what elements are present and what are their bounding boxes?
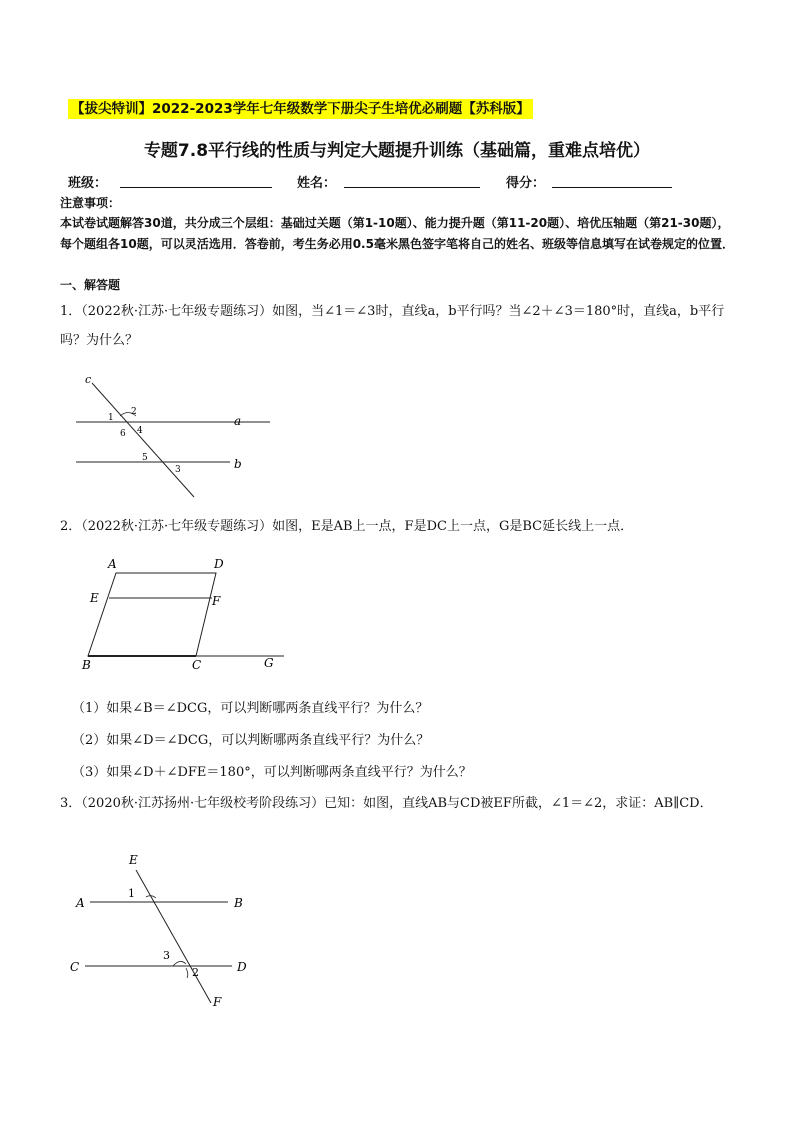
series-banner: 【拔尖特训】2022-2023学年七年级数学下册尖子生培优必刷题【苏科版】: [68, 99, 533, 119]
figure-3: [68, 850, 268, 1015]
label-B: B: [82, 658, 91, 672]
name-blank: [344, 187, 480, 188]
notice-body: 本试卷试题解答30道，共分成三个层组：基础过关题（第1-10题）、能力提升题（第11-20题）、培优压轴题（第21-30题），每个题组各10题，可以灵活选用．答卷前，考生务必用0.5毫米黑色签字笔将自己的姓名、班级等信息填写在试卷规定的位置．: [60, 216, 734, 251]
label-angle-2: 2: [192, 966, 199, 979]
label-F3: F: [213, 995, 222, 1009]
notice-heading: 注意事项：: [60, 196, 121, 210]
label-F: F: [212, 594, 221, 608]
label-D3: D: [237, 960, 247, 974]
label-B3: B: [234, 896, 243, 910]
question-2-part-2: （2）如果∠D＝∠DCG，可以判断哪两条直线平行？为什么？: [72, 733, 430, 748]
question-1: 1．（2022秋·江苏·七年级专题练习）如图，当∠1＝∠3时，直线a，b平行吗？当∠2＋∠3＝180°时，直线a，b平行吗？为什么？: [60, 304, 725, 348]
label-angle-1: 1: [128, 887, 135, 900]
question-2: 2．（2022秋·江苏·七年级专题练习）如图，E是AB上一点，F是DC上一点，G是BC延长线上一点．: [60, 519, 634, 534]
label-angle-3: 3: [163, 949, 170, 962]
label-C: C: [192, 658, 202, 672]
label-a: a: [234, 414, 242, 428]
label-4: 4: [137, 426, 143, 436]
figure-2: [76, 555, 291, 673]
label-E3: E: [129, 853, 138, 867]
name-label: 姓名：: [297, 176, 337, 191]
page-title: 专题7.8平行线的性质与判定大题提升训练（基础篇，重难点培优）: [143, 141, 651, 161]
label-5: 5: [142, 453, 148, 463]
question-2-part-3: （3）如果∠D＋∠DFE＝180°，可以判断哪两条直线平行？为什么？: [72, 765, 472, 780]
label-E: E: [90, 591, 99, 605]
label-6: 6: [120, 429, 126, 439]
label-A: A: [108, 557, 117, 571]
score-label: 得分：: [506, 176, 546, 191]
label-A3: A: [76, 896, 85, 910]
label-3: 3: [175, 465, 181, 475]
label-D: D: [214, 557, 224, 571]
question-2-part-1: （1）如果∠B＝∠DCG，可以判断哪两条直线平行？为什么？: [72, 701, 429, 716]
figure-1-line-labels: [230, 410, 260, 474]
class-label: 班级：: [68, 176, 108, 191]
class-blank: [120, 187, 272, 188]
section-heading: 一、解答题: [60, 278, 121, 292]
label-c: c: [85, 373, 92, 386]
label-1: 1: [108, 413, 114, 423]
label-C3: C: [70, 960, 80, 974]
label-G: G: [264, 656, 274, 670]
label-b: b: [234, 457, 242, 471]
label-2: 2: [131, 407, 137, 417]
score-blank: [552, 187, 672, 188]
question-3: 3．（2020秋·江苏扬州·七年级校考阶段练习）已知：如图，直线AB与CD被EF所截，∠1＝∠2，求证：AB∥CD．: [60, 796, 713, 811]
